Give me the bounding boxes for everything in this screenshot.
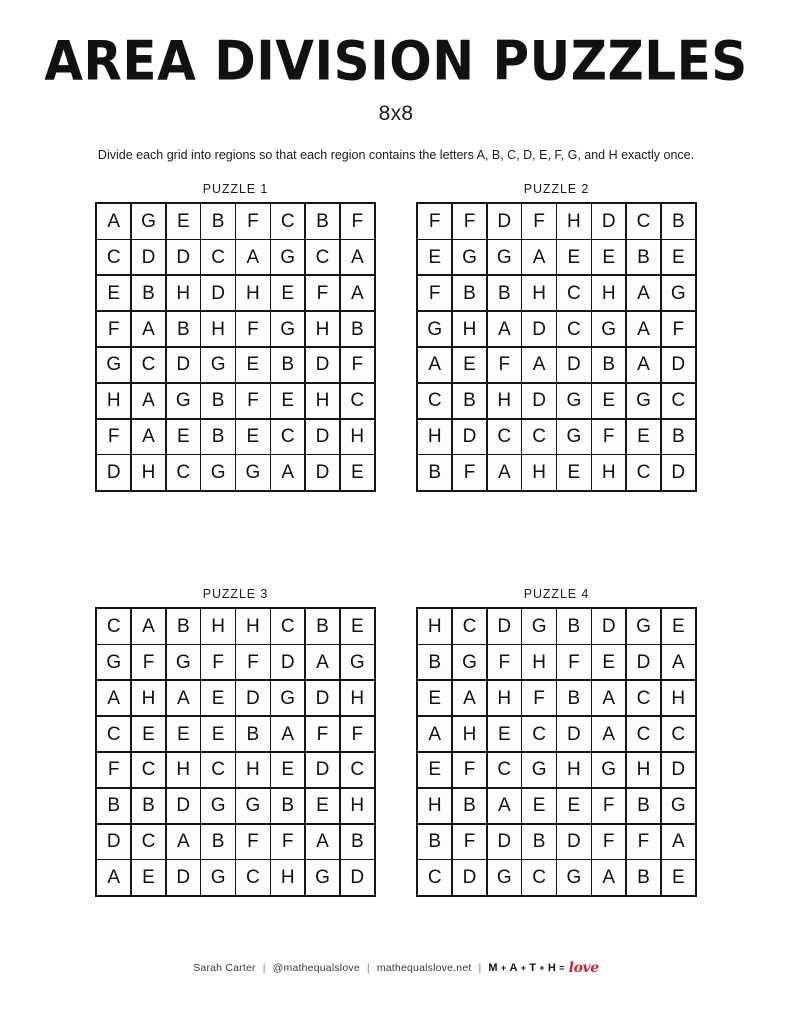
puzzle-cell[interactable]: D xyxy=(627,645,660,680)
puzzle-cell[interactable]: A xyxy=(97,860,130,895)
puzzle-cell[interactable]: B xyxy=(236,717,269,752)
puzzle-cell[interactable]: A xyxy=(662,645,695,680)
puzzle-cell[interactable]: F xyxy=(662,312,695,347)
footer-credits xyxy=(193,960,599,976)
puzzle-cell[interactable]: C xyxy=(97,609,130,644)
puzzle-cell[interactable]: G xyxy=(271,240,304,275)
puzzle-cell[interactable]: D xyxy=(97,455,130,490)
puzzle-cell[interactable]: G xyxy=(662,276,695,311)
equals-icon: = xyxy=(559,963,565,973)
puzzle-cell[interactable]: E xyxy=(662,240,695,275)
puzzle-cell[interactable]: H xyxy=(453,312,486,347)
puzzle-cell[interactable]: H xyxy=(167,276,200,311)
puzzle-cell[interactable]: H xyxy=(201,312,234,347)
puzzle-cell[interactable]: G xyxy=(201,455,234,490)
puzzle-cell[interactable]: E xyxy=(592,384,625,419)
puzzle-cell[interactable]: E xyxy=(557,789,590,824)
puzzle-cell[interactable]: H xyxy=(132,455,165,490)
puzzle-cell[interactable]: H xyxy=(592,455,625,490)
puzzle-cell[interactable]: C xyxy=(271,204,304,239)
puzzle-cell[interactable]: F xyxy=(592,420,625,455)
puzzle-cell[interactable]: E xyxy=(271,276,304,311)
puzzle-row-bottom xyxy=(0,587,792,897)
puzzle-cell[interactable]: F xyxy=(341,204,374,239)
puzzle-cell[interactable]: H xyxy=(306,312,339,347)
puzzle-cell[interactable]: A xyxy=(341,276,374,311)
puzzle-cell[interactable]: C xyxy=(201,753,234,788)
puzzle-cell[interactable]: C xyxy=(557,312,590,347)
puzzle-cell[interactable]: F xyxy=(341,348,374,383)
puzzle-cell[interactable]: H xyxy=(662,681,695,716)
footer-separator-1: | xyxy=(262,962,266,974)
puzzle-cell[interactable]: E xyxy=(592,645,625,680)
puzzle-cell[interactable]: D xyxy=(306,348,339,383)
puzzle-cell[interactable]: B xyxy=(627,789,660,824)
puzzle-cell[interactable]: B xyxy=(557,609,590,644)
puzzle-cell[interactable]: G xyxy=(557,860,590,895)
puzzle-cell[interactable]: C xyxy=(627,717,660,752)
puzzle-cell[interactable]: C xyxy=(662,384,695,419)
puzzle-cell[interactable]: H xyxy=(522,455,555,490)
puzzle-grid-1[interactable] xyxy=(95,202,376,492)
puzzle-cell[interactable]: C xyxy=(271,609,304,644)
puzzle-cell[interactable]: H xyxy=(341,681,374,716)
puzzle-cell[interactable]: E xyxy=(236,420,269,455)
puzzle-cell[interactable]: H xyxy=(557,204,590,239)
puzzle-cell[interactable]: B xyxy=(592,348,625,383)
puzzle-cell[interactable]: G xyxy=(201,789,234,824)
puzzle-cell[interactable]: G xyxy=(627,609,660,644)
puzzle-cell[interactable]: F xyxy=(418,276,451,311)
footer-separator-2: | xyxy=(366,962,370,974)
puzzle-cell[interactable]: F xyxy=(306,276,339,311)
puzzle-cell[interactable]: H xyxy=(522,645,555,680)
puzzles-container xyxy=(0,182,792,897)
puzzle-cell[interactable]: E xyxy=(418,681,451,716)
puzzle-cell[interactable]: B xyxy=(418,455,451,490)
puzzle-cell[interactable]: E xyxy=(557,240,590,275)
puzzle-cell[interactable]: B xyxy=(201,384,234,419)
puzzle-cell[interactable]: G xyxy=(522,753,555,788)
puzzle-cell[interactable]: E xyxy=(341,455,374,490)
puzzle-cell[interactable]: F xyxy=(236,312,269,347)
puzzle-cell[interactable]: E xyxy=(522,789,555,824)
puzzle-cell[interactable]: B xyxy=(627,240,660,275)
puzzle-cell[interactable]: B xyxy=(453,789,486,824)
puzzle-cell[interactable]: F xyxy=(592,825,625,860)
puzzle-cell[interactable]: B xyxy=(557,681,590,716)
puzzle-cell[interactable]: A xyxy=(97,204,130,239)
puzzle-cell[interactable]: E xyxy=(418,753,451,788)
puzzle-cell[interactable]: E xyxy=(488,717,521,752)
puzzle-block-4 xyxy=(416,587,697,897)
puzzle-cell[interactable]: E xyxy=(592,240,625,275)
puzzle-cell[interactable]: G xyxy=(627,384,660,419)
puzzle-cell[interactable]: C xyxy=(132,825,165,860)
puzzle-cell[interactable]: A xyxy=(627,312,660,347)
puzzle-cell[interactable]: F xyxy=(236,384,269,419)
puzzle-cell[interactable]: C xyxy=(132,348,165,383)
puzzle-label-2: PUZZLE 2 xyxy=(523,182,590,196)
puzzle-cell[interactable]: D xyxy=(488,204,521,239)
puzzle-cell[interactable]: C xyxy=(453,609,486,644)
puzzle-cell[interactable]: G xyxy=(97,348,130,383)
puzzle-cell[interactable]: B xyxy=(662,420,695,455)
puzzle-cell[interactable]: A xyxy=(592,860,625,895)
puzzle-cell[interactable]: B xyxy=(271,348,304,383)
puzzle-cell[interactable]: C xyxy=(522,860,555,895)
puzzle-cell[interactable]: C xyxy=(522,420,555,455)
puzzle-cell[interactable]: C xyxy=(627,204,660,239)
puzzle-cell[interactable]: C xyxy=(167,455,200,490)
puzzle-cell[interactable]: D xyxy=(306,753,339,788)
puzzle-cell[interactable]: G xyxy=(557,384,590,419)
puzzle-cell[interactable]: F xyxy=(522,204,555,239)
puzzle-cell[interactable]: C xyxy=(488,753,521,788)
puzzle-cell[interactable]: D xyxy=(557,825,590,860)
puzzle-cell[interactable]: D xyxy=(453,860,486,895)
puzzle-cell[interactable]: C xyxy=(522,717,555,752)
puzzle-cell[interactable]: G xyxy=(592,312,625,347)
puzzle-cell[interactable]: E xyxy=(306,789,339,824)
puzzle-cell[interactable]: F xyxy=(97,753,130,788)
puzzle-cell[interactable]: H xyxy=(522,276,555,311)
puzzle-cell[interactable]: E xyxy=(201,681,234,716)
puzzle-cell[interactable]: E xyxy=(167,420,200,455)
puzzle-cell[interactable]: D xyxy=(306,420,339,455)
puzzle-cell[interactable]: H xyxy=(97,384,130,419)
puzzle-cell[interactable]: E xyxy=(167,204,200,239)
puzzle-cell[interactable]: B xyxy=(306,609,339,644)
puzzle-cell[interactable]: D xyxy=(167,860,200,895)
puzzle-cell[interactable]: G xyxy=(453,240,486,275)
puzzle-cell[interactable]: F xyxy=(627,825,660,860)
puzzle-cell[interactable]: F xyxy=(453,204,486,239)
puzzle-cell[interactable]: G xyxy=(418,312,451,347)
puzzle-cell[interactable]: A xyxy=(132,384,165,419)
puzzle-cell[interactable]: D xyxy=(306,455,339,490)
puzzle-cell[interactable]: B xyxy=(418,825,451,860)
puzzle-cell[interactable]: B xyxy=(522,825,555,860)
brand-letter-m: M xyxy=(488,962,498,974)
puzzle-cell[interactable]: H xyxy=(592,276,625,311)
puzzle-cell[interactable]: H xyxy=(236,276,269,311)
page-footer xyxy=(0,960,792,976)
puzzle-cell[interactable]: F xyxy=(271,825,304,860)
puzzle-block-1 xyxy=(95,182,376,492)
puzzle-cell[interactable]: B xyxy=(306,204,339,239)
puzzle-grid-3[interactable] xyxy=(95,607,376,897)
puzzle-cell[interactable]: F xyxy=(488,645,521,680)
puzzle-cell[interactable]: E xyxy=(236,348,269,383)
puzzle-cell[interactable]: B xyxy=(167,609,200,644)
puzzle-cell[interactable]: D xyxy=(97,825,130,860)
puzzle-cell[interactable]: C xyxy=(418,860,451,895)
puzzle-cell[interactable]: C xyxy=(201,240,234,275)
puzzle-cell[interactable]: D xyxy=(167,789,200,824)
brand-love-script: love xyxy=(568,960,599,976)
puzzle-cell[interactable]: F xyxy=(453,825,486,860)
puzzle-cell[interactable]: H xyxy=(418,789,451,824)
puzzle-cell[interactable]: B xyxy=(201,204,234,239)
puzzle-cell[interactable]: D xyxy=(662,753,695,788)
puzzle-cell[interactable]: E xyxy=(132,860,165,895)
puzzle-cell[interactable]: H xyxy=(167,753,200,788)
puzzle-cell[interactable]: E xyxy=(97,276,130,311)
puzzle-cell[interactable]: A xyxy=(167,825,200,860)
puzzle-cell[interactable]: D xyxy=(557,348,590,383)
plus-icon-2: + xyxy=(520,963,527,973)
puzzle-cell[interactable]: F xyxy=(557,645,590,680)
puzzle-cell[interactable]: A xyxy=(341,240,374,275)
puzzle-cell[interactable]: D xyxy=(662,455,695,490)
puzzle-cell[interactable]: F xyxy=(418,204,451,239)
footer-website-link[interactable]: mathequalslove.net xyxy=(376,962,472,974)
puzzle-cell[interactable]: A xyxy=(522,348,555,383)
puzzle-cell[interactable]: F xyxy=(236,204,269,239)
puzzle-cell[interactable]: D xyxy=(592,204,625,239)
puzzle-cell[interactable]: F xyxy=(522,681,555,716)
puzzle-cell[interactable]: D xyxy=(271,645,304,680)
puzzle-cell[interactable]: H xyxy=(201,609,234,644)
puzzle-cell[interactable]: B xyxy=(662,204,695,239)
puzzle-cell[interactable]: A xyxy=(627,348,660,383)
puzzle-cell[interactable]: E xyxy=(453,348,486,383)
puzzle-cell[interactable]: H xyxy=(341,789,374,824)
puzzle-cell[interactable]: C xyxy=(627,455,660,490)
puzzle-cell[interactable]: A xyxy=(167,681,200,716)
puzzle-cell[interactable]: B xyxy=(271,789,304,824)
plus-icon-3: + xyxy=(539,963,545,973)
puzzle-cell[interactable]: A xyxy=(488,789,521,824)
puzzle-cell[interactable]: G xyxy=(306,860,339,895)
puzzle-cell[interactable]: G xyxy=(201,348,234,383)
puzzle-cell[interactable]: G xyxy=(167,645,200,680)
puzzle-cell[interactable]: A xyxy=(132,609,165,644)
puzzle-cell[interactable]: G xyxy=(557,420,590,455)
puzzle-cell[interactable]: G xyxy=(201,860,234,895)
puzzle-cell[interactable]: A xyxy=(271,717,304,752)
puzzle-cell[interactable]: B xyxy=(453,384,486,419)
puzzle-cell[interactable]: E xyxy=(662,609,695,644)
puzzle-cell[interactable]: E xyxy=(167,717,200,752)
puzzle-cell[interactable]: F xyxy=(236,825,269,860)
puzzle-cell[interactable]: A xyxy=(627,276,660,311)
puzzle-grid-2[interactable] xyxy=(416,202,697,492)
page-title: AREA DIVISION PUZZLES xyxy=(44,29,748,93)
puzzle-cell[interactable]: E xyxy=(662,860,695,895)
puzzle-cell[interactable]: E xyxy=(627,420,660,455)
puzzle-cell[interactable]: F xyxy=(306,717,339,752)
page-header xyxy=(0,0,792,165)
puzzle-cell[interactable]: D xyxy=(488,609,521,644)
puzzle-cell[interactable]: C xyxy=(557,276,590,311)
brand-letter-h: H xyxy=(547,962,557,974)
puzzle-cell[interactable]: A xyxy=(488,312,521,347)
puzzle-cell[interactable]: H xyxy=(488,384,521,419)
instructions-text: Divide each grid into regions so that each region contains the letters A, B, C, D, E, F, G, and H exactly once. xyxy=(97,148,695,162)
puzzle-cell[interactable]: G xyxy=(271,312,304,347)
puzzle-row-top xyxy=(0,182,792,492)
puzzle-cell[interactable]: G xyxy=(453,645,486,680)
puzzle-cell[interactable]: E xyxy=(132,717,165,752)
puzzle-cell[interactable]: A xyxy=(306,825,339,860)
puzzle-cell[interactable]: H xyxy=(557,753,590,788)
puzzle-cell[interactable]: H xyxy=(236,609,269,644)
footer-social-handle: @mathequalslove xyxy=(272,962,360,974)
puzzle-cell[interactable]: A xyxy=(662,825,695,860)
puzzle-cell[interactable]: C xyxy=(627,681,660,716)
puzzle-cell[interactable]: D xyxy=(341,860,374,895)
puzzle-cell[interactable]: G xyxy=(167,384,200,419)
puzzle-cell[interactable]: B xyxy=(132,789,165,824)
puzzle-cell[interactable]: A xyxy=(592,717,625,752)
puzzle-cell[interactable]: C xyxy=(306,240,339,275)
puzzle-cell[interactable]: E xyxy=(201,717,234,752)
puzzle-cell[interactable]: B xyxy=(97,789,130,824)
puzzle-cell[interactable]: H xyxy=(627,753,660,788)
puzzle-cell[interactable]: A xyxy=(418,717,451,752)
puzzle-cell[interactable]: G xyxy=(97,645,130,680)
puzzle-block-2 xyxy=(416,182,697,492)
puzzle-cell[interactable]: C xyxy=(271,420,304,455)
puzzle-cell[interactable]: H xyxy=(271,860,304,895)
puzzle-cell[interactable]: B xyxy=(132,276,165,311)
puzzle-cell[interactable]: A xyxy=(97,681,130,716)
puzzle-cell[interactable]: A xyxy=(592,681,625,716)
puzzle-cell[interactable]: G xyxy=(488,240,521,275)
puzzle-cell[interactable]: F xyxy=(488,348,521,383)
puzzle-cell[interactable]: B xyxy=(201,825,234,860)
puzzle-cell[interactable]: H xyxy=(236,753,269,788)
puzzle-cell[interactable]: D xyxy=(306,681,339,716)
puzzle-cell[interactable]: F xyxy=(201,645,234,680)
puzzle-cell[interactable]: C xyxy=(236,860,269,895)
puzzle-cell[interactable]: A xyxy=(132,420,165,455)
puzzle-cell[interactable]: A xyxy=(522,240,555,275)
puzzle-cell[interactable]: B xyxy=(418,645,451,680)
footer-separator-3: | xyxy=(478,962,482,974)
puzzle-cell[interactable]: A xyxy=(418,348,451,383)
puzzle-cell[interactable]: A xyxy=(453,681,486,716)
puzzle-cell[interactable]: A xyxy=(271,455,304,490)
puzzle-cell[interactable]: H xyxy=(488,681,521,716)
puzzle-cell[interactable]: G xyxy=(592,753,625,788)
puzzle-block-3 xyxy=(95,587,376,897)
puzzle-cell[interactable]: H xyxy=(453,717,486,752)
puzzle-cell[interactable]: H xyxy=(132,681,165,716)
puzzle-cell[interactable]: F xyxy=(97,312,130,347)
puzzle-cell[interactable]: H xyxy=(418,609,451,644)
puzzle-cell[interactable]: B xyxy=(627,860,660,895)
puzzle-cell[interactable]: H xyxy=(341,420,374,455)
puzzle-cell[interactable]: F xyxy=(132,645,165,680)
puzzle-cell[interactable]: B xyxy=(453,276,486,311)
puzzle-cell[interactable]: B xyxy=(488,276,521,311)
puzzle-cell[interactable]: E xyxy=(271,384,304,419)
puzzle-cell[interactable]: G xyxy=(488,860,521,895)
puzzle-cell[interactable]: E xyxy=(341,609,374,644)
puzzle-cell[interactable]: D xyxy=(522,384,555,419)
puzzle-cell[interactable]: D xyxy=(201,276,234,311)
puzzle-cell[interactable]: G xyxy=(341,645,374,680)
puzzle-cell[interactable]: F xyxy=(592,789,625,824)
puzzle-cell[interactable]: G xyxy=(132,204,165,239)
puzzle-label-3: PUZZLE 3 xyxy=(202,587,269,601)
puzzle-cell[interactable]: F xyxy=(236,645,269,680)
plus-icon-1: + xyxy=(500,963,507,973)
puzzle-cell[interactable]: B xyxy=(341,312,374,347)
puzzle-label-1: PUZZLE 1 xyxy=(202,182,269,196)
puzzle-cell[interactable]: G xyxy=(271,681,304,716)
puzzle-cell[interactable]: F xyxy=(341,717,374,752)
puzzle-cell[interactable]: D xyxy=(522,312,555,347)
puzzle-cell[interactable]: G xyxy=(522,609,555,644)
puzzle-cell[interactable]: D xyxy=(488,825,521,860)
puzzle-cell[interactable]: E xyxy=(418,240,451,275)
puzzle-cell[interactable]: G xyxy=(236,455,269,490)
puzzle-cell[interactable]: A xyxy=(236,240,269,275)
puzzle-cell[interactable]: D xyxy=(592,609,625,644)
puzzle-cell[interactable]: B xyxy=(167,312,200,347)
puzzle-cell[interactable]: H xyxy=(418,420,451,455)
puzzle-cell[interactable]: C xyxy=(97,240,130,275)
puzzle-cell[interactable]: E xyxy=(271,753,304,788)
page-subtitle: 8x8 xyxy=(378,102,414,125)
brand-logo xyxy=(488,960,598,976)
puzzle-cell[interactable]: C xyxy=(97,717,130,752)
puzzle-cell[interactable]: A xyxy=(488,455,521,490)
puzzle-cell[interactable]: F xyxy=(453,753,486,788)
puzzle-cell[interactable]: C xyxy=(132,753,165,788)
puzzle-label-4: PUZZLE 4 xyxy=(523,587,590,601)
puzzle-cell[interactable]: D xyxy=(453,420,486,455)
puzzle-cell[interactable]: D xyxy=(236,681,269,716)
puzzle-cell[interactable]: B xyxy=(201,420,234,455)
puzzle-cell[interactable]: C xyxy=(341,384,374,419)
puzzle-cell[interactable]: C xyxy=(488,420,521,455)
puzzle-cell[interactable]: C xyxy=(341,753,374,788)
puzzle-cell[interactable]: E xyxy=(557,455,590,490)
puzzle-cell[interactable]: B xyxy=(341,825,374,860)
puzzle-cell[interactable]: A xyxy=(306,645,339,680)
puzzle-cell[interactable]: D xyxy=(557,717,590,752)
puzzle-cell[interactable]: D xyxy=(167,348,200,383)
puzzle-cell[interactable]: D xyxy=(132,240,165,275)
puzzle-cell[interactable]: G xyxy=(236,789,269,824)
puzzle-cell[interactable]: C xyxy=(418,384,451,419)
footer-author: Sarah Carter xyxy=(193,962,256,974)
puzzle-cell[interactable]: F xyxy=(97,420,130,455)
puzzle-grid-4[interactable] xyxy=(416,607,697,897)
puzzle-cell[interactable]: F xyxy=(453,455,486,490)
brand-letter-t: T xyxy=(529,962,537,974)
puzzle-cell[interactable]: H xyxy=(306,384,339,419)
puzzle-cell[interactable]: A xyxy=(132,312,165,347)
puzzle-cell[interactable]: D xyxy=(662,348,695,383)
brand-letter-a: A xyxy=(509,962,518,974)
puzzle-cell[interactable]: D xyxy=(167,240,200,275)
puzzle-cell[interactable]: G xyxy=(662,789,695,824)
puzzle-cell[interactable]: C xyxy=(662,717,695,752)
